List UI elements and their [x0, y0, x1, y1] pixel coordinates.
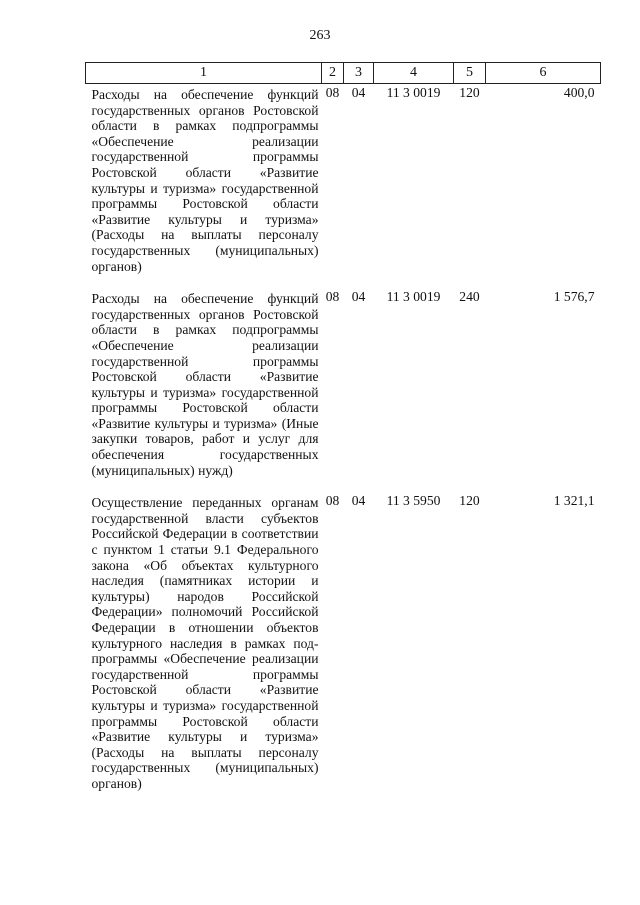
row-description: Осуществление переданных органам государственной власти субъектов Российской Федерации в соответствии с пунктом 1 статьи 9.1 Федерального закона «Об объектах культурного наследия (памятниках истории и культуры) народов Российской Федерации» полномочий Российской Федерации в отношении объектов культурного наследия в рамках подпрограммы «Обеспечение реализации государственной программы Ростовской области «Развитие культуры и туризма» государственной программы Ростовской области «Развитие культуры и туризма» (Расходы на выплаты персоналу государственных (муниципальных) органов)	[91, 495, 319, 791]
header-col-1: 1	[86, 63, 322, 84]
row-target-article: 11 3 0019	[386, 289, 441, 305]
header-col-3: 3	[344, 63, 374, 84]
row-section: 08	[325, 289, 340, 305]
header-col-5: 5	[454, 63, 486, 84]
row-section: 08	[325, 493, 340, 509]
row-amount: 400,0	[563, 85, 595, 100]
row-target-article: 11 3 5950	[386, 493, 441, 509]
row-subsection: 04	[351, 493, 366, 509]
row-amount: 1 321,1	[553, 493, 595, 509]
page-number: 263	[309, 28, 331, 43]
row-section: 08	[325, 85, 340, 100]
row-description: Расходы на обеспечение функций государственных органов Ростовской области в рамках подпрограммы «Обеспечение реализации государственной программы Ростовской области «Развитие культуры и туризма» государственной программы Ростовской области «Развитие культуры и туризма» (Расходы на выплаты персоналу государственных (муниципальных) органов)	[91, 87, 319, 274]
row-amount: 1 576,7	[553, 289, 595, 305]
table-row	[86, 492, 601, 805]
row-expense-type: 120	[459, 493, 480, 509]
row-expense-type: 240	[459, 289, 480, 305]
row-target-article: 11 3 0019	[386, 85, 441, 100]
row-description: Расходы на обеспечение функций государственных органов Ростовской области в рамках подпрограммы «Обеспечение реализации государственной программы Ростовской области «Развитие культуры и туризма» государственной программы Ростовской области «Развитие культуры и туризма» (Иные закупки товаров, работ и услуг для обеспечения государственных (муниципальных) нужд)	[91, 291, 319, 478]
header-col-4: 4	[374, 63, 454, 84]
header-col-2: 2	[322, 63, 344, 84]
row-subsection: 04	[351, 289, 366, 305]
budget-table	[85, 62, 601, 806]
table-row	[86, 288, 601, 492]
header-col-6: 6	[486, 63, 601, 84]
table-header-row	[86, 63, 601, 84]
table-row	[86, 84, 601, 289]
row-expense-type: 120	[459, 85, 480, 100]
row-subsection: 04	[351, 85, 366, 100]
